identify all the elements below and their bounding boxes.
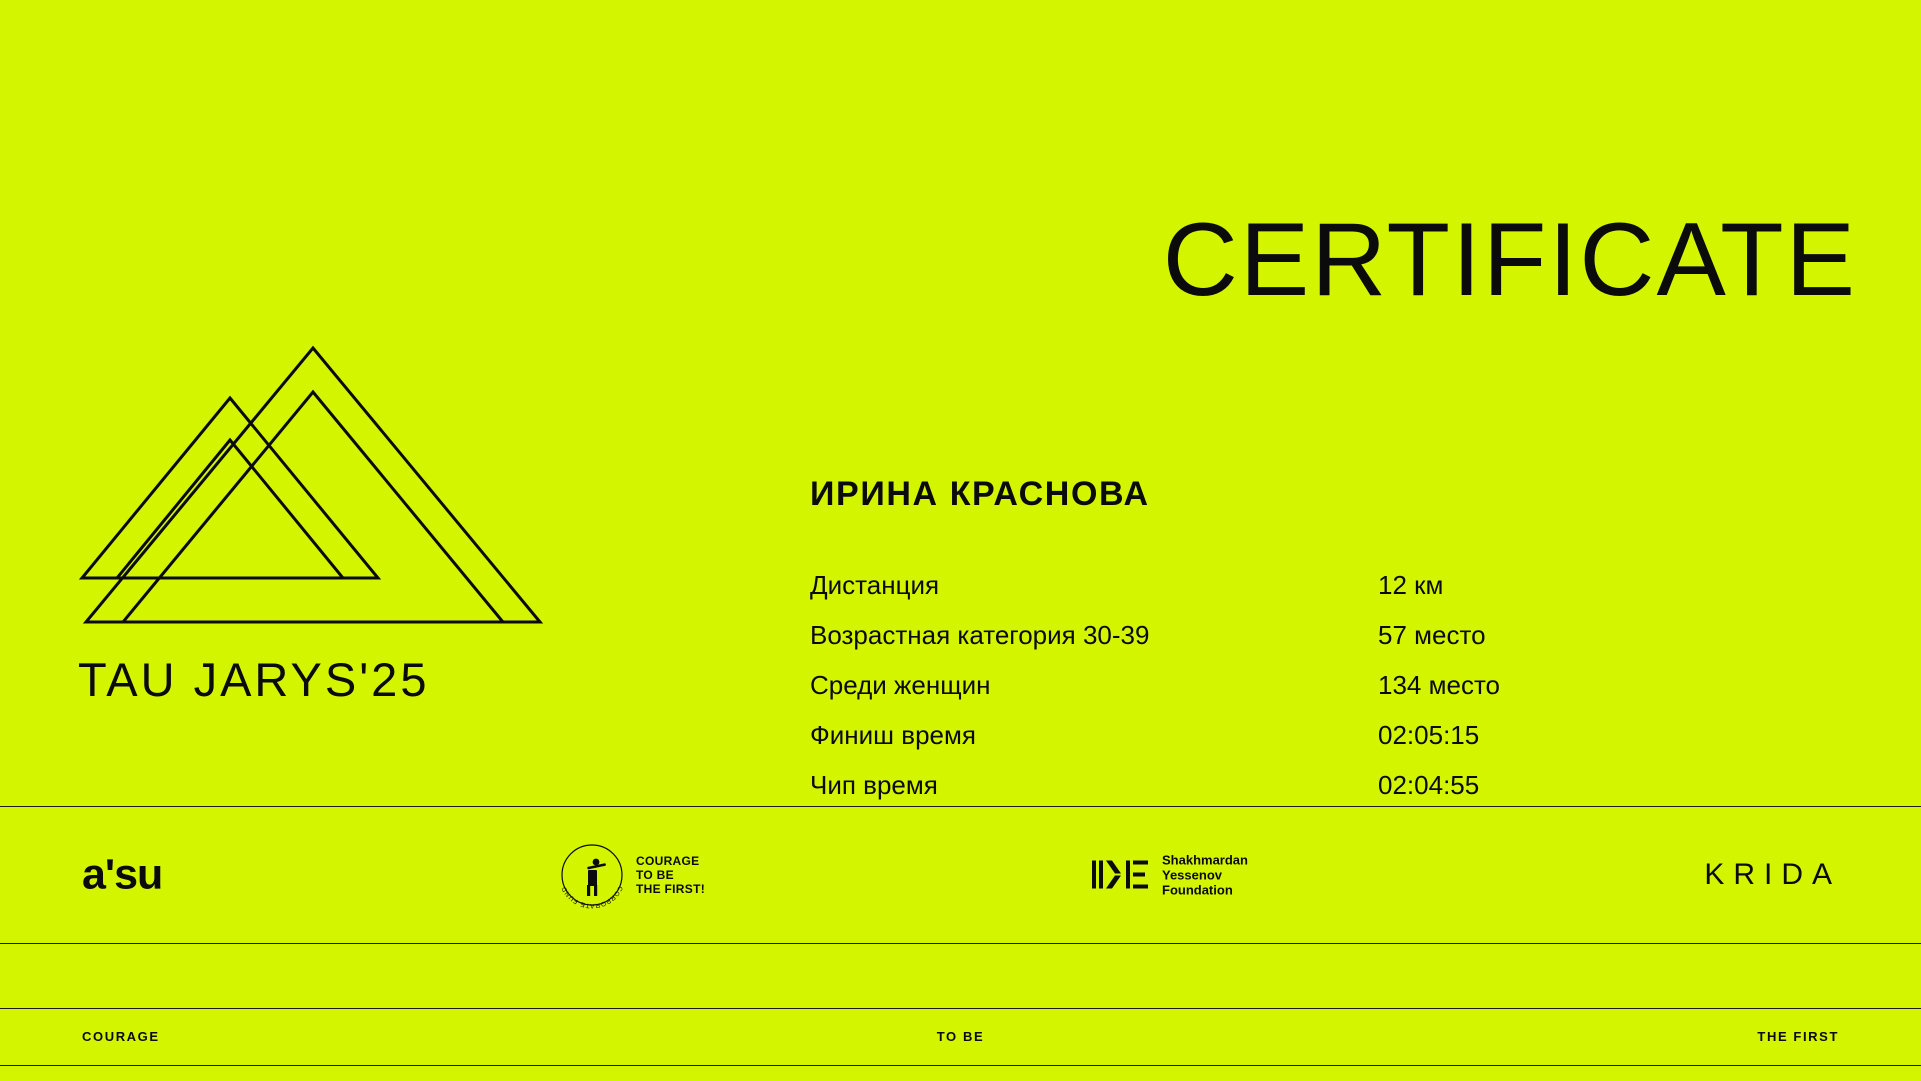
yessenov-line-2: Yessenov xyxy=(1162,867,1222,882)
yessenov-text xyxy=(1162,852,1248,897)
detail-row xyxy=(810,760,1710,810)
sponsor-courage-fund xyxy=(556,839,705,911)
athlete-name: ИРИНА КРАСНОВА xyxy=(810,475,1150,513)
detail-value: 02:04:55 xyxy=(1378,770,1480,800)
sponsor-asu xyxy=(82,850,162,899)
detail-value: 02:05:15 xyxy=(1378,720,1480,750)
result-details xyxy=(810,475,1710,810)
asu-logo-text: a'su xyxy=(82,850,163,898)
detail-row xyxy=(810,710,1710,760)
courage-line-1: COURAGE xyxy=(636,853,700,868)
svg-text:CORPORATE FUND: CORPORATE FUND xyxy=(560,884,624,909)
sponsor-strip xyxy=(0,806,1921,943)
courage-fund-text xyxy=(636,854,705,896)
tagline-left: COURAGE xyxy=(82,1029,160,1044)
tagline-right: THE FIRST xyxy=(1757,1029,1839,1044)
detail-value: 57 место xyxy=(1378,620,1486,650)
detail-row xyxy=(810,610,1710,660)
tagline-strip xyxy=(0,1008,1921,1065)
sponsor-yessenov-foundation xyxy=(1090,852,1248,897)
sponsor-krida: KRIDA xyxy=(1704,857,1841,891)
divider-bottom xyxy=(0,1065,1921,1066)
yessenov-line-1: Shakhmardan xyxy=(1162,852,1248,867)
mountain-logo-icon xyxy=(78,340,548,630)
page-title: CERTIFICATE xyxy=(1162,202,1857,318)
tagline-center: TO BE xyxy=(936,1029,985,1044)
detail-row xyxy=(810,660,1710,710)
detail-label: Финиш время xyxy=(810,720,976,750)
courage-line-2: TO BE xyxy=(636,867,674,882)
detail-label: Чип время xyxy=(810,770,938,800)
yessenov-mark-icon xyxy=(1090,855,1152,895)
yessenov-line-3: Foundation xyxy=(1162,882,1233,897)
detail-value: 12 км xyxy=(1378,570,1444,600)
detail-value: 134 место xyxy=(1378,670,1501,700)
courage-line-3: THE FIRST! xyxy=(636,881,705,896)
detail-row xyxy=(810,560,1710,610)
event-wordmark: TAU JARYS'25 xyxy=(78,653,430,706)
detail-label: Возрастная категория 30-39 xyxy=(810,620,1150,650)
detail-label: Дистанция xyxy=(810,570,940,600)
courage-seal-icon xyxy=(556,839,628,911)
detail-label: Среди женщин xyxy=(810,670,991,700)
divider-sponsors-bottom xyxy=(0,943,1921,944)
event-logo-block xyxy=(78,340,558,707)
